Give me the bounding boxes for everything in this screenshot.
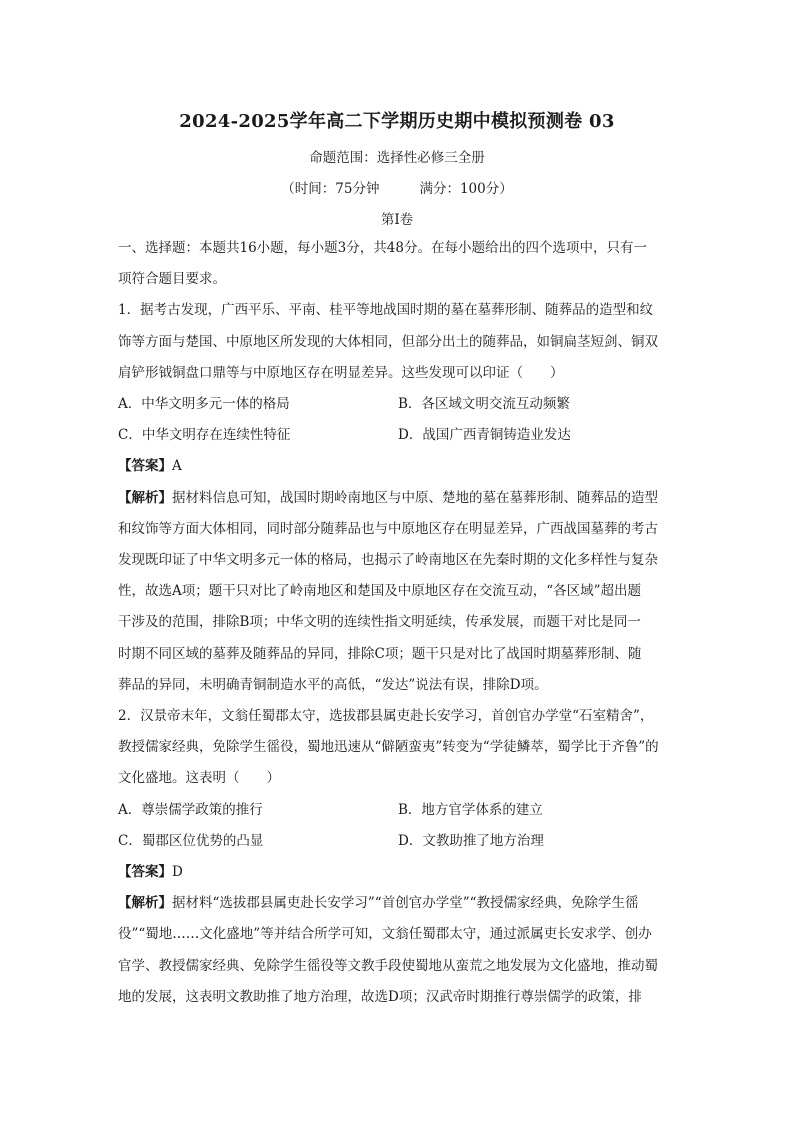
question-stem-line: 肩铲形钺铜盘口鼎等与中原地区存在明显差异。这些发现可以印证（ ） [118,364,564,381]
options-row [118,420,674,451]
exam-body [118,233,674,1013]
answer-line [118,857,674,888]
analysis-line: 役”“蜀地……文化盛地”等并结合所学可知，文翁任蜀郡太守，通过派属吏长安求学、创办 [118,926,652,943]
question-2 [118,701,674,1013]
option-c: C．蜀郡区位优势的凸显 [118,832,264,849]
answer-tag: 【答案】 [118,458,172,475]
analysis-line: 官学、教授儒家经典、免除学生徭役等文教手段使蜀地从蛮荒之地发展为文化盛地，推动蜀 [118,957,658,974]
option-c: C．中华文明存在连续性特征 [118,427,291,444]
analysis-line: 时期不同区域的墓葬及随葬品的异同，排除C项；题干只是对比了战国时期墓葬形制、随 [118,645,642,662]
answer-value: A [172,458,182,475]
question-stem-line: 饰等方面与楚国、中原地区所发现的大体相同，但部分出土的随葬品，如铜扁茎短剑、铜双 [118,333,658,350]
analysis-line: 地的发展，这表明文教助推了地方治理，故选D项；汉武帝时期推行尊崇儒学的政策，排 [118,988,642,1005]
answer-tag: 【答案】 [118,864,172,881]
option-a: A．尊崇儒学政策的推行 [118,801,263,818]
options-row [118,826,674,857]
analysis-tag: 【解析】 [118,489,172,506]
analysis-text: 据材料“选拔郡县属吏赴长安学习”“首创官办学堂”“教授儒家经典，免除学生徭 [172,895,639,912]
exam-scope: 命题范围：选择性必修三全册 [309,150,485,166]
analysis-line [118,483,674,514]
question-stem-line: 文化盛地。这表明（ ） [118,770,280,787]
question-1 [118,295,674,701]
options-row [118,389,674,420]
option-b: B．地方官学体系的建立 [398,801,543,818]
volume-heading: 第Ⅰ卷 [380,212,414,228]
answer-value: D [172,864,183,881]
exam-time-score [0,177,794,197]
option-d: D．文教助推了地方治理 [398,832,544,849]
option-d: D．战国广西青铜铸造业发达 [398,427,571,444]
analysis-line: 干涉及的范围，排除B项；中华文明的连续性指文明延续，传承发展，而题干对比是同一 [118,614,641,631]
analysis-line: 和纹饰等方面大体相同，同时部分随葬品也与中原地区存在明显差异，广西战国墓葬的考古 [118,520,658,537]
exam-score: 满分：100分） [419,181,513,197]
option-a: A．中华文明多元一体的格局 [118,396,290,413]
analysis-text: 据材料信息可知，战国时期岭南地区与中原、楚地的墓在墓葬形制、随葬品的造型 [172,489,658,506]
question-stem-line: 教授儒家经典，免除学生徭役，蜀地迅速从“僻陋蛮夷”转变为“学徒鳞萃，蜀学比于齐鲁”的 [118,739,659,756]
analysis-line [118,888,674,919]
section-instruction-line-2: 项符合题目要求。 [118,271,226,288]
section-instruction-line-1: 一、选择题：本题共16小题，每小题3分，共48分。在每小题给出的四个选项中，只有一 [118,240,647,256]
question-stem-line: 2．汉景帝末年，文翁任蜀郡太守，选拔郡县属吏赴长安学习，首创官办学堂“石室精舍”， [118,708,654,725]
analysis-tag: 【解析】 [118,895,172,912]
analysis-line: 性，故选A项；题干只对比了岭南地区和楚国及中原地区存在交流互动，“各区域”超出题 [118,583,642,600]
analysis-line: 发现既印证了中华文明多元一体的格局，也揭示了岭南地区在先秦时期的文化多样性与复杂 [118,552,658,569]
question-stem-line: 1．据考古发现，广西平乐、平南、桂平等地战国时期的墓在墓葬形制、随葬品的造型和纹 [118,302,654,319]
options-row [118,795,674,826]
page-title: 2024-2025学年高二下学期历史期中模拟预测卷 03 [179,111,615,132]
option-b: B．各区域文明交流互动频繁 [398,396,570,413]
answer-line [118,451,674,482]
exam-time: （时间：75分钟 [281,181,380,197]
analysis-line: 葬品的异同，未明确青铜制造水平的高低，“发达”说法有误，排除D项。 [118,676,548,693]
